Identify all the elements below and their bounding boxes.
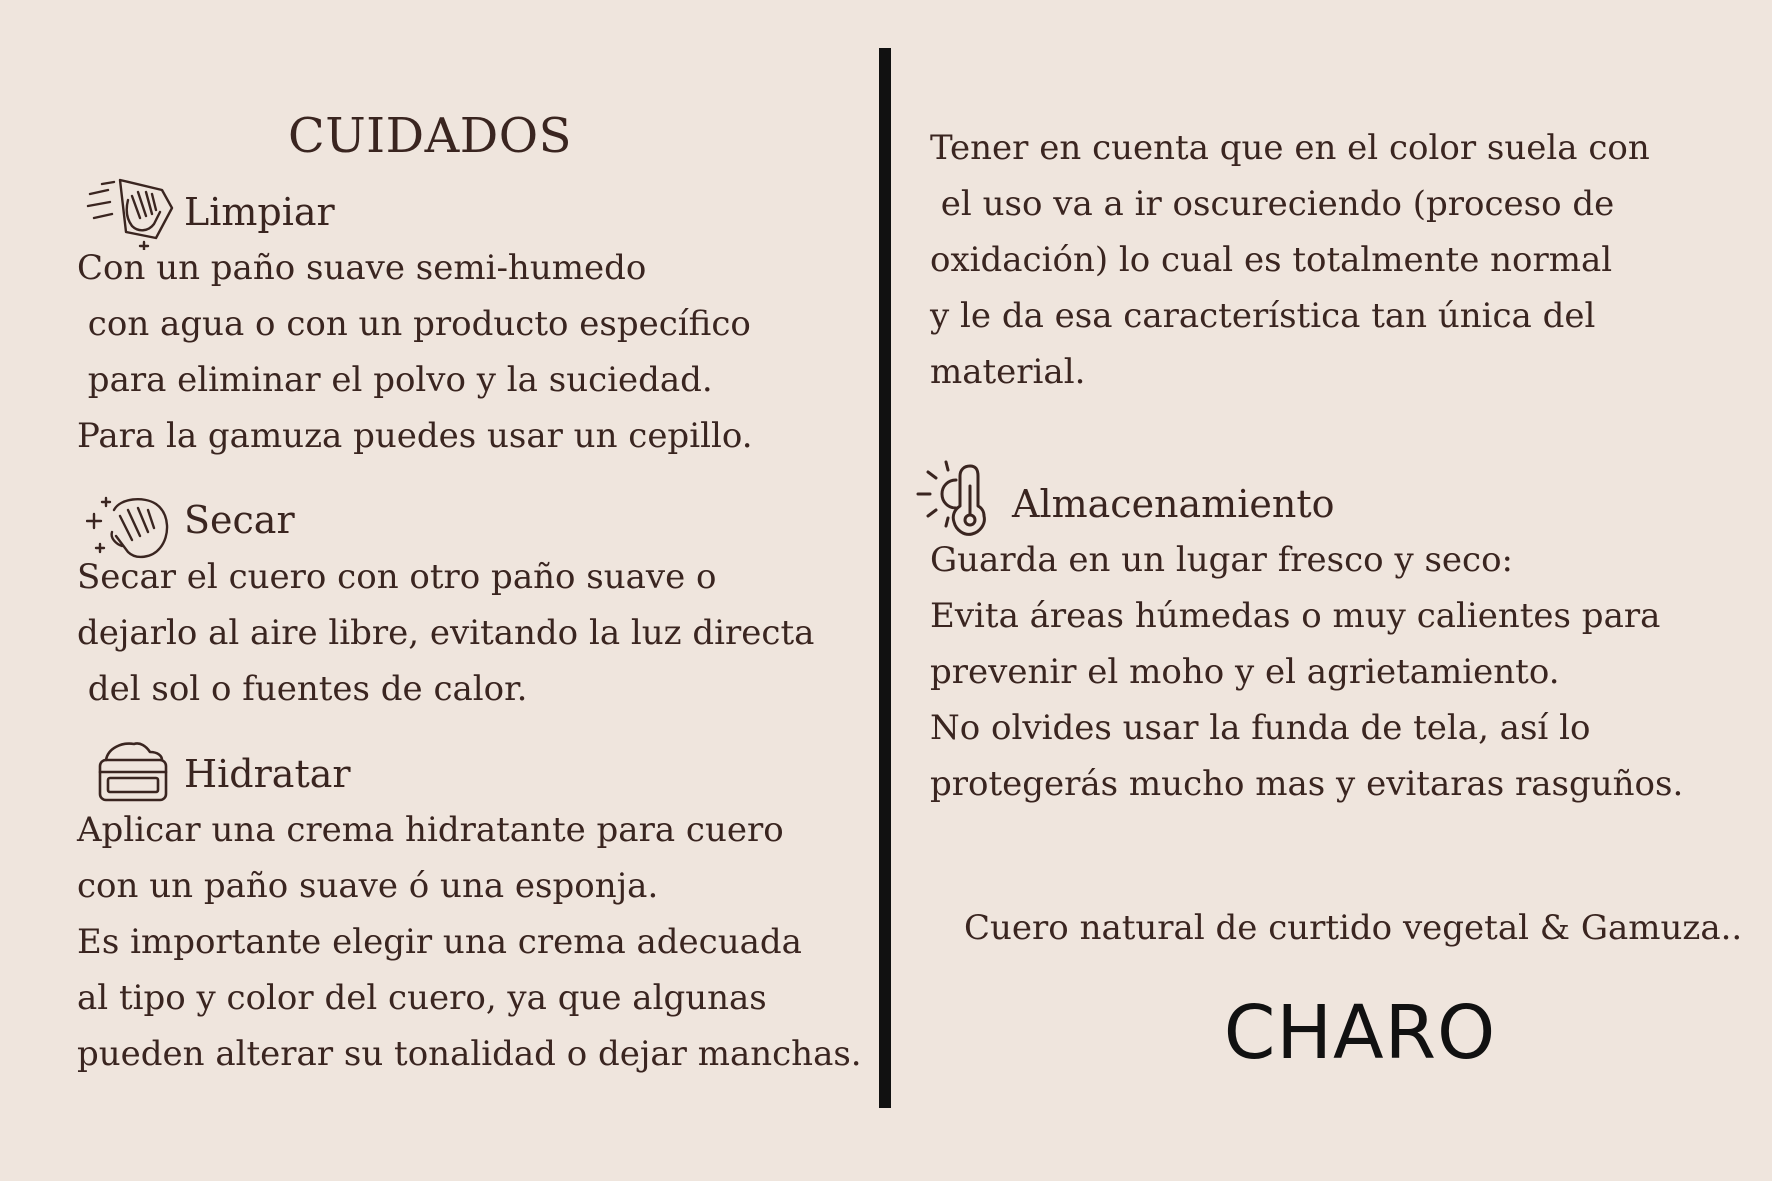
almacenamiento-line: No olvides usar la funda de tela, así lo: [930, 708, 1591, 748]
almacenamiento-text: [930, 532, 1683, 812]
limpiar-line: Para la gamuza puedes usar un cepillo.: [77, 416, 753, 456]
note-line: material.: [930, 352, 1086, 392]
secar-line: del sol o fuentes de calor.: [77, 669, 528, 709]
hidratar-line: Es importante elegir una crema adecuada: [77, 922, 802, 962]
limpiar-text: [77, 240, 753, 464]
limpiar-line: Con un paño suave semi-humedo: [77, 248, 647, 288]
note-line: oxidación) lo cual es totalmente normal: [930, 240, 1613, 280]
hidratar-line: al tipo y color del cuero, ya que algunas: [77, 978, 767, 1018]
secar-text: [77, 549, 814, 717]
cream-jar-icon: [96, 740, 170, 804]
secar-line: Secar el cuero con otro paño suave o: [77, 557, 717, 597]
heading-hidratar: Hidratar: [184, 752, 351, 796]
almacenamiento-line: protegerás mucho mas y evitaras rasguños.: [930, 764, 1684, 804]
limpiar-line: para eliminar el polvo y la suciedad.: [77, 360, 713, 400]
tagline: Cuero natural de curtido vegetal & Gamuza..: [964, 908, 1743, 948]
vertical-divider: [879, 48, 891, 1108]
color-note-text: [930, 120, 1650, 400]
hidratar-line: Aplicar una crema hidratante para cuero: [77, 810, 784, 850]
hidratar-line: con un paño suave ó una esponja.: [77, 866, 659, 906]
limpiar-line: con agua o con un producto específico: [77, 304, 751, 344]
almacenamiento-line: Guarda en un lugar fresco y seco:: [930, 540, 1513, 580]
hidratar-text: [77, 802, 862, 1082]
almacenamiento-line: prevenir el moho y el agrietamiento.: [930, 652, 1560, 692]
heading-limpiar: Limpiar: [184, 190, 335, 234]
sun-thermometer-icon: [916, 458, 998, 538]
wiping-hand-icon: [86, 174, 176, 250]
brand-logo: CHARO: [1223, 990, 1497, 1076]
almacenamiento-line: Evita áreas húmedas o muy calientes para: [930, 596, 1661, 636]
heading-secar: Secar: [184, 498, 295, 542]
hidratar-line: pueden alterar su tonalidad o dejar manchas.: [77, 1034, 862, 1074]
note-line: el uso va a ir oscureciendo (proceso de: [930, 184, 1615, 224]
heading-almacenamiento: Almacenamiento: [1012, 482, 1335, 526]
page-title: CUIDADOS: [287, 108, 572, 164]
note-line: y le da esa característica tan única del: [930, 296, 1596, 336]
secar-line: dejarlo al aire libre, evitando la luz directa: [77, 613, 815, 653]
note-line: Tener en cuenta que en el color suela con: [930, 128, 1650, 168]
